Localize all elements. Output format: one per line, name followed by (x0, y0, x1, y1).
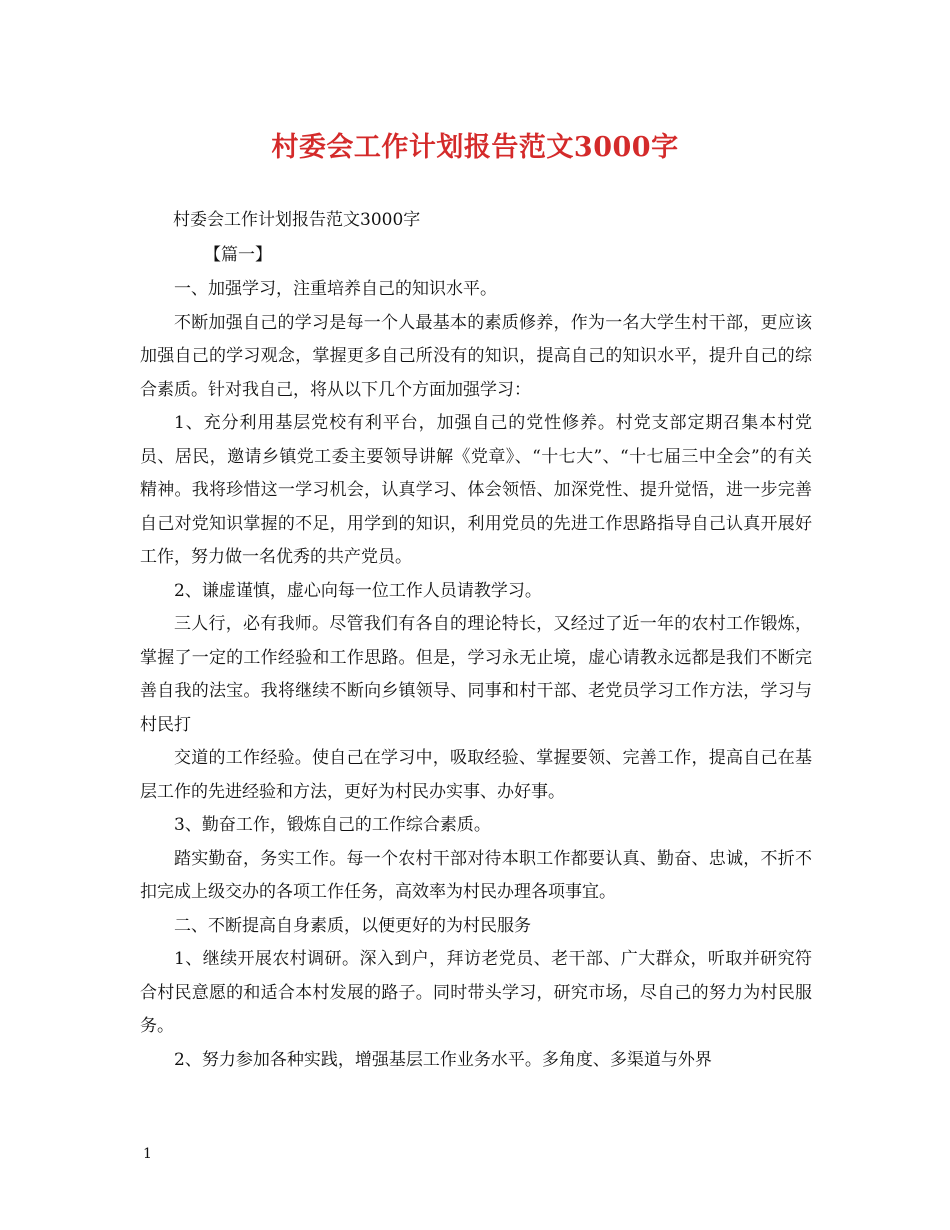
section-label: 【篇一】 (204, 245, 272, 265)
document-subtitle: 村委会工作计划报告范文3000字 (173, 210, 421, 230)
document-title: 村委会工作计划报告范文3000字 (271, 132, 679, 163)
paragraph: 交道的工作经验。使自己在学习中，吸取经验、掌握要领、完善工作，提高自己在基层工作的先进经验和方法，更好为村民办实事、办好事。 (140, 748, 812, 802)
paragraph: 踏实勤奋，务实工作。每一个农村干部对待本职工作都要认真、勤奋、忠诚，不折不扣完成上级交办的各项工作任务，高效率为村民办理各项事宜。 (140, 848, 812, 902)
paragraph: 1、充分利用基层党校有利平台，加强自己的党性修养。村党支部定期召集本村党员、居民，邀请乡镇党工委主要领导讲解《党章》、“十七大”、“十七届三中全会”的有关精神。我将珍惜这一学习机会，认真学习、体会领悟、加深党性、提升觉悟，进一步完善自己对党知识掌握的不足，用学到的知识，利用党员的先进工作思路指导自己认真开展好工作，努力做一名优秀的共产党员。 (140, 413, 812, 567)
paragraph: 不断加强自己的学习是每一个人最基本的素质修养，作为一名大学生村干部，更应该加强自己的学习观念，掌握更多自己所没有的知识，提高自己的知识水平，提升自己的综合素质。针对我自己，将从以下几个方面加强学习： (140, 312, 812, 400)
paragraph: 3、勤奋工作，锻炼自己的工作综合素质。 (174, 815, 491, 835)
paragraph: 三人行，必有我师。尽管我们有各自的理论特长，又经过了近一年的农村工作锻炼，掌握了一定的工作经验和工作思路。但是，学习永无止境，虚心请教永远都是我们不断完善自我的法宝。我将继续不断向乡镇领导、同事和村干部、老党员学习工作方法，学习与村民打 (140, 614, 812, 735)
paragraph: 2、努力参加各种实践，增强基层工作业务水平。多角度、多渠道与外界 (174, 1049, 712, 1070)
paragraph: 2、谦虚谨慎，虚心向每一位工作人员请教学习。 (174, 580, 542, 601)
paragraph: 1、继续开展农村调研。深入到户，拜访老党员、老干部、广大群众，听取并研究符合村民意愿的和适合本村发展的路子。同时带头学习，研究市场，尽自己的努力为村民服务。 (140, 949, 812, 1036)
document-body (140, 273, 812, 1077)
page-number: 1 (143, 1146, 152, 1162)
paragraph: 一、加强学习，注重培养自己的知识水平。 (174, 279, 497, 299)
paragraph: 二、不断提高自身素质，以便更好的为村民服务 (174, 915, 531, 936)
